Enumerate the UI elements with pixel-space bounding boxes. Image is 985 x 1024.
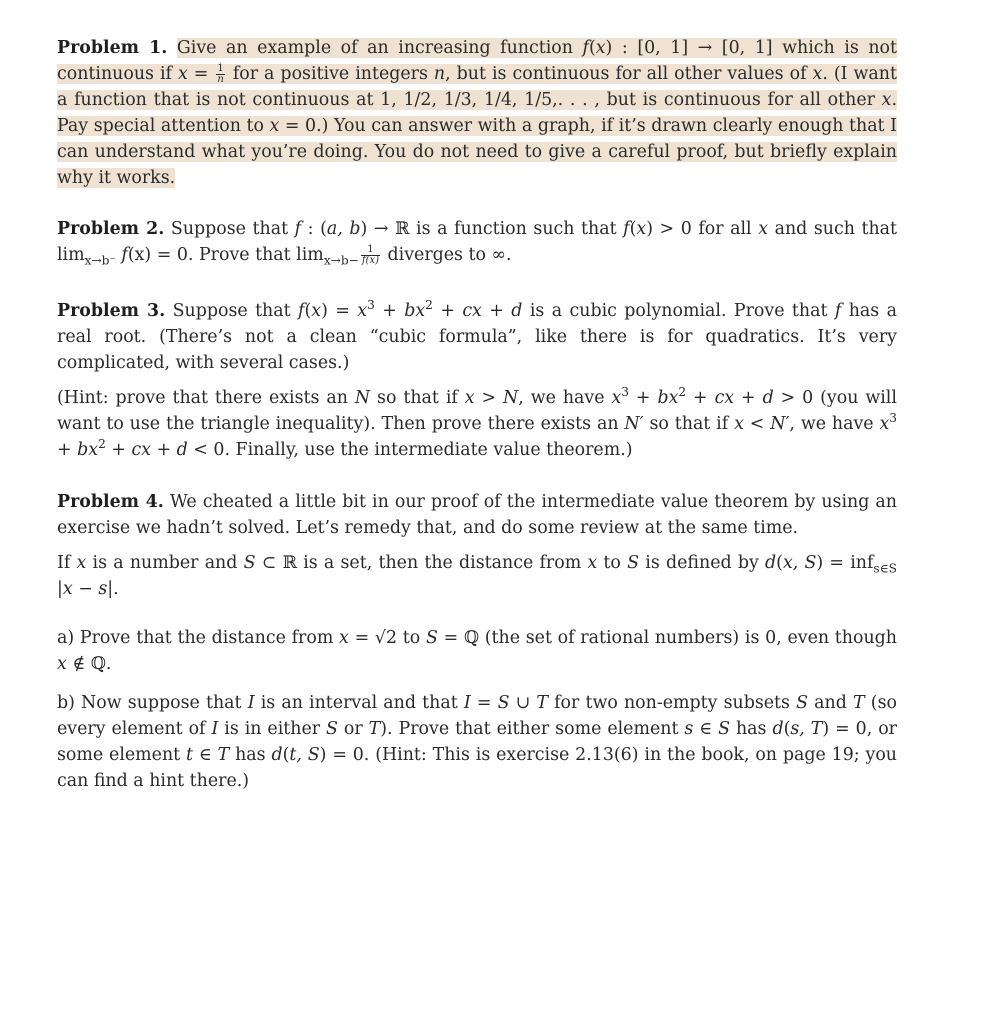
- problem-1-label: Problem 1.: [57, 38, 168, 58]
- problem-1-highlighted-text[interactable]: Give an example of an increasing function f(x) : [0, 1] → [0, 1] which is not continuous if x = $\frac{1}{n}$ for a positive integers n, but is continuous for all other values of x. (I want a function that is not continuous at 1, 1/2, 1/3, 1/4, 1/5,. . . , but is continuous for all other x. Pay special attention to x = 0.) You can answer with a graph, if it’s drawn clearly enough that I can understand what you’re doing. You do not need to give a careful proof, but briefly explain why it works.: [57, 38, 898, 188]
- problem-4: Problem 4. We cheated a little bit in our proof of the intermediate value theorem by using an exercise we hadn’t solved. Let’s remedy that, and do some review at the same time.: [57, 492, 897, 538]
- fraction-one-over-fx: $\frac{1}{f(x)}$: [361, 244, 379, 266]
- problem-2-label: Problem 2.: [57, 219, 165, 239]
- problem-4-part-a: a) Prove that the distance from x = √2 to S = ℚ (the set of rational numbers) is 0, even though x ∉ ℚ.: [57, 628, 897, 674]
- problem-4-part-b: b) Now suppose that I is an interval and that I = S ∪ T for two non-empty subsets S and T (so every element of I is in either S or T). Prove that either some element s ∈ S has d(s, T) = 0, or some element t ∈ T has d(t, S) = 0. (Hint: This is exercise 2.13(6) in the book, on page 19; you can find a hint there.): [57, 693, 897, 791]
- problem-3-label: Problem 3.: [57, 301, 166, 321]
- problem-3-hint: (Hint: prove that there exists an N so that if x > N, we have $x^3 + bx^2$ + cx + d > 0 (you will want to use the triangle inequality). Then prove there exists an N′ so that if x < N′, we have $x^3 + bx^2$ + cx + d < 0. Finally, use the intermediate value theorem.): [57, 385, 897, 460]
- fraction-one-over-n: $\frac{1}{n}$: [217, 63, 224, 85]
- problem-3: Problem 3. Suppose that $f(x) = x^3 + bx^2$ + cx + d is a cubic polynomial. Prove that f has a real root. (There’s not a clean “cubic formula”, like there is for quadratics. It’s very complicated, with several cases.): [57, 298, 897, 373]
- problem-4-label: Problem 4.: [57, 492, 164, 512]
- problem-1: [57, 35, 897, 191]
- problem-2: Problem 2. Suppose that f : (a, b) → ℝ is a function such that f(x) > 0 for all x and such that $\lim_{x\to b^-} f(x) = 0$. Prove that $\lim_{x\to b-}$ $\frac{1}{f(x)}$ diverges to ∞.: [57, 219, 898, 268]
- problem-4-definition: If x is a number and S ⊂ ℝ is a set, then the distance from x to S is defined by d(x, S) = inf$_{s\in S}$ |x − s|.: [57, 553, 897, 599]
